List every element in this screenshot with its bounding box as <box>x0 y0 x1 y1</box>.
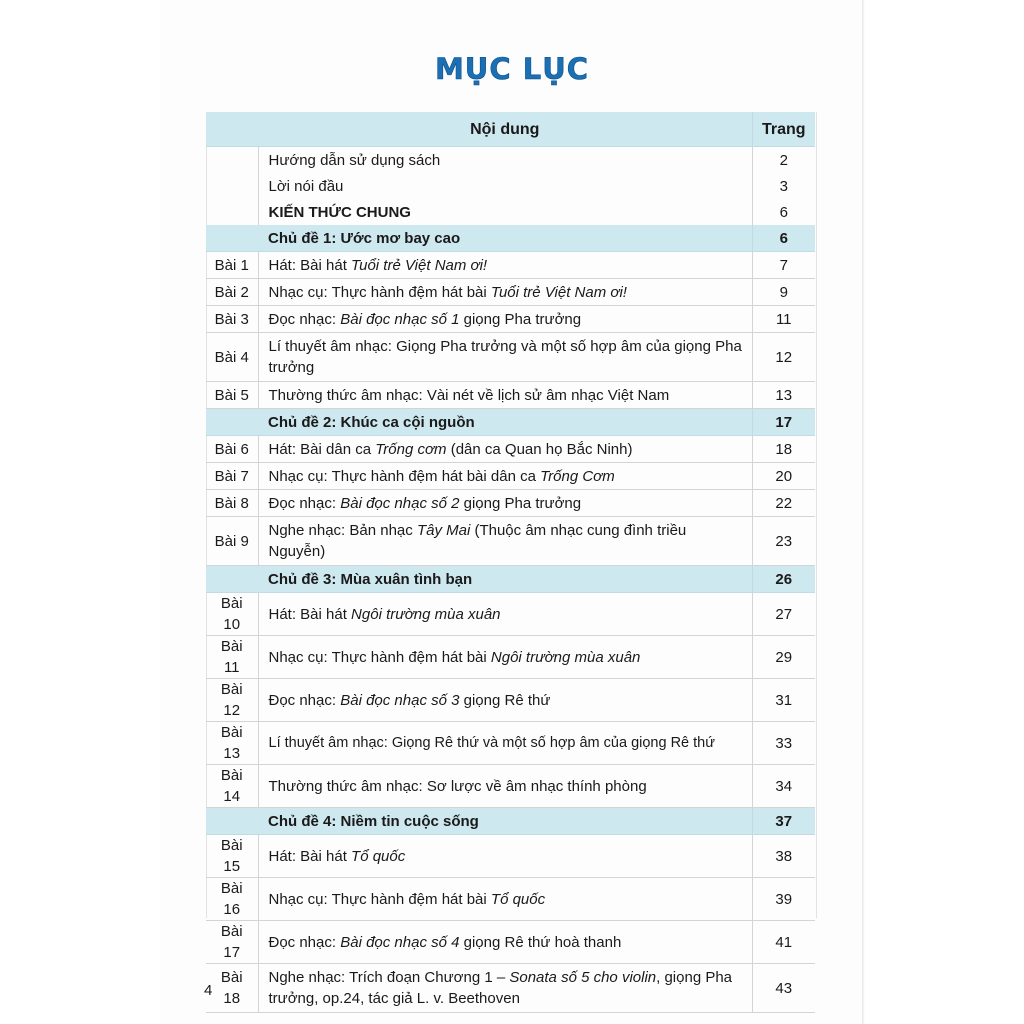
topic-page: 17 <box>752 409 815 436</box>
topic-page: 26 <box>752 566 815 593</box>
lesson-row[interactable] <box>206 306 815 333</box>
lesson-number: Bài 3 <box>206 306 258 333</box>
intro-text: Hướng dẫn sử dụng sách <box>258 147 752 174</box>
intro-page: 2 <box>779 151 788 169</box>
lesson-title: Nghe nhạc: Trích đoạn Chương 1 – Sonata số 5 cho violin, giọng Pha trưởng, op.24, tác giả L. v. Beethoven <box>258 964 752 1013</box>
lesson-number: Bài 17 <box>206 921 258 964</box>
intro-page: 3 <box>779 177 788 195</box>
lesson-row[interactable] <box>206 765 815 808</box>
topic-title: Chủ đề 3: Mùa xuân tình bạn <box>258 566 752 593</box>
header-lesson-number <box>206 112 258 147</box>
lesson-number: Bài 8 <box>206 490 258 517</box>
lesson-row[interactable] <box>206 333 815 382</box>
topic-row[interactable] <box>206 409 815 436</box>
lesson-row[interactable] <box>206 679 815 722</box>
lesson-number: Bài 14 <box>206 765 258 808</box>
intro-row[interactable] <box>206 199 815 225</box>
lesson-number: Bài 18 <box>206 964 258 1013</box>
lesson-row[interactable] <box>206 490 815 517</box>
lesson-row[interactable] <box>206 517 815 566</box>
lesson-row[interactable] <box>206 964 815 1013</box>
lesson-title: Hát: Bài hát Ngôi trường mùa xuân <box>258 593 752 636</box>
lesson-row[interactable] <box>206 463 815 490</box>
intro-page: 6 <box>779 203 788 221</box>
lesson-page: 31 <box>752 679 815 722</box>
topic-row[interactable] <box>206 808 815 835</box>
lesson-page: 7 <box>752 252 815 279</box>
lesson-page: 12 <box>752 333 815 382</box>
lesson-row[interactable] <box>206 382 815 409</box>
lesson-number: Bài 15 <box>206 835 258 878</box>
lesson-page: 41 <box>752 921 815 964</box>
lesson-page: 38 <box>752 835 815 878</box>
lesson-number: Bài 5 <box>206 382 258 409</box>
lesson-title: Đọc nhạc: Bài đọc nhạc số 2 giọng Pha trưởng <box>258 490 752 517</box>
lesson-number: Bài 11 <box>206 636 258 679</box>
lesson-page: 9 <box>752 279 815 306</box>
lesson-row[interactable] <box>206 722 815 765</box>
lesson-page: 23 <box>752 517 815 566</box>
page-title: MỤC LỤC <box>434 52 590 86</box>
lesson-title: Lí thuyết âm nhạc: Giọng Rê thứ và một số hợp âm của giọng Rê thứ <box>258 722 752 765</box>
lesson-row[interactable] <box>206 636 815 679</box>
lesson-title: Đọc nhạc: Bài đọc nhạc số 3 giọng Rê thứ <box>258 679 752 722</box>
lesson-number: Bài 16 <box>206 878 258 921</box>
lesson-number: Bài 9 <box>206 517 258 566</box>
lesson-row[interactable] <box>206 252 815 279</box>
topic-page: 37 <box>752 808 815 835</box>
lesson-page: 20 <box>752 463 815 490</box>
lesson-title: Nhạc cụ: Thực hành đệm hát bài Ngôi trường mùa xuân <box>258 636 752 679</box>
topic-title: Chủ đề 2: Khúc ca cội nguồn <box>258 409 752 436</box>
intro-text: KIẾN THỨC CHUNG <box>258 199 752 225</box>
intro-row[interactable] <box>206 173 815 199</box>
lesson-number: Bài 2 <box>206 279 258 306</box>
lesson-page: 39 <box>752 878 815 921</box>
lesson-number: Bài 1 <box>206 252 258 279</box>
lesson-number: Bài 10 <box>206 593 258 636</box>
lesson-title: Đọc nhạc: Bài đọc nhạc số 1 giọng Pha trưởng <box>258 306 752 333</box>
header-page: Trang <box>752 112 815 147</box>
lesson-title: Hát: Bài dân ca Trống cơm (dân ca Quan họ Bắc Ninh) <box>258 436 752 463</box>
lesson-number: Bài 12 <box>206 679 258 722</box>
lesson-title: Nhạc cụ: Thực hành đệm hát bài Tổ quốc <box>258 878 752 921</box>
lesson-row[interactable] <box>206 436 815 463</box>
lesson-number: Bài 4 <box>206 333 258 382</box>
intro-row[interactable] <box>206 147 815 174</box>
lesson-page: 11 <box>752 306 815 333</box>
lesson-title: Thường thức âm nhạc: Vài nét về lịch sử âm nhạc Việt Nam <box>258 382 752 409</box>
topic-title: Chủ đề 1: Ước mơ bay cao <box>258 225 752 252</box>
lesson-page: 18 <box>752 436 815 463</box>
lesson-row[interactable] <box>206 835 815 878</box>
lesson-title: Lí thuyết âm nhạc: Giọng Pha trưởng và một số hợp âm của giọng Pha trưởng <box>258 333 752 382</box>
lesson-row[interactable] <box>206 279 815 306</box>
lesson-number: Bài 13 <box>206 722 258 765</box>
lesson-number: Bài 6 <box>206 436 258 463</box>
lesson-page: 33 <box>752 722 815 765</box>
lesson-number: Bài 7 <box>206 463 258 490</box>
lesson-title: Thường thức âm nhạc: Sơ lược về âm nhạc thính phòng <box>258 765 752 808</box>
lesson-page: 27 <box>752 593 815 636</box>
table-of-contents <box>206 112 815 1013</box>
topic-page: 6 <box>752 225 815 252</box>
lesson-title: Nghe nhạc: Bản nhạc Tây Mai (Thuộc âm nhạc cung đình triều Nguyễn) <box>258 517 752 566</box>
lesson-row[interactable] <box>206 878 815 921</box>
lesson-page: 13 <box>752 382 815 409</box>
lesson-title: Nhạc cụ: Thực hành đệm hát bài Tuổi trẻ Việt Nam ơi! <box>258 279 752 306</box>
table-header-row <box>206 112 815 147</box>
lesson-title: Hát: Bài hát Tổ quốc <box>258 835 752 878</box>
intro-text: Lời nói đầu <box>258 173 752 199</box>
lesson-title: Hát: Bài hát Tuổi trẻ Việt Nam ơi! <box>258 252 752 279</box>
lesson-title: Đọc nhạc: Bài đọc nhạc số 4 giọng Rê thứ hoà thanh <box>258 921 752 964</box>
lesson-page: 22 <box>752 490 815 517</box>
lesson-row[interactable] <box>206 593 815 636</box>
page-edge-shadow <box>862 0 865 1024</box>
topic-title: Chủ đề 4: Niềm tin cuộc sống <box>258 808 752 835</box>
lesson-title: Nhạc cụ: Thực hành đệm hát bài dân ca Trống Cơm <box>258 463 752 490</box>
header-content: Nội dung <box>258 112 752 147</box>
topic-row[interactable] <box>206 225 815 252</box>
lesson-page: 43 <box>752 964 815 1013</box>
lesson-row[interactable] <box>206 921 815 964</box>
topic-row[interactable] <box>206 566 815 593</box>
lesson-page: 34 <box>752 765 815 808</box>
lesson-page: 29 <box>752 636 815 679</box>
page-number: 4 <box>204 982 213 999</box>
